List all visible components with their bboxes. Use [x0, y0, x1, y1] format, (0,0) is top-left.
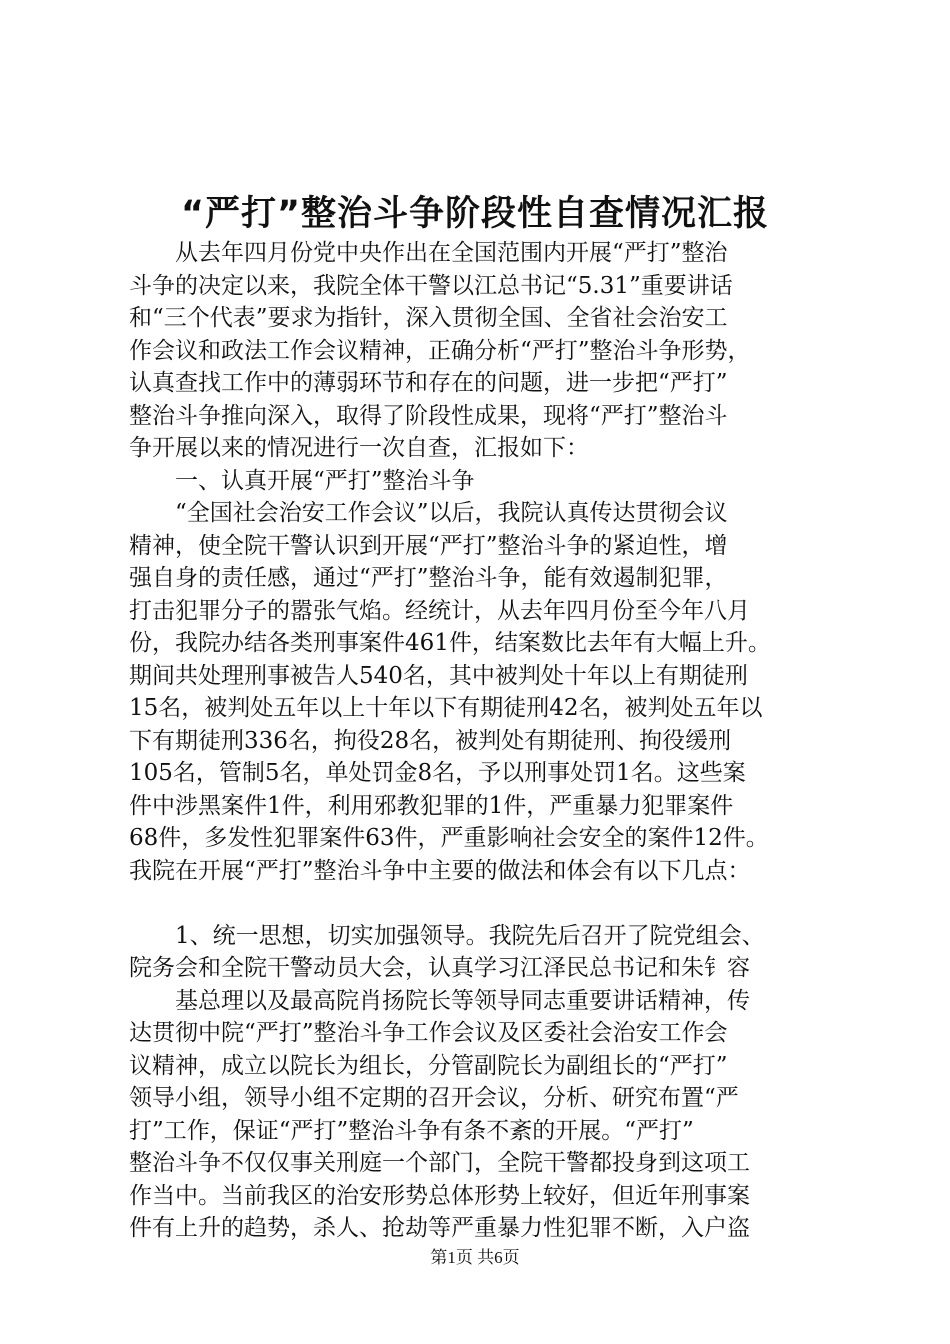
text-line: 议精神，成立以院长为组长，分管副院长为副组长的“严打”: [129, 1052, 728, 1079]
text-line: 作当中。当前我区的治安形势总体形势上较好，但近年刑事案: [129, 1182, 750, 1209]
text-line: 68件，多发性犯罪案件63件，严重影响社会安全的案件12件。: [129, 825, 769, 851]
text-line: 期间共处理刑事被告人540名，其中被判处十年以上有期徒刑: [129, 662, 748, 689]
text-line: 整治斗争推向深入，取得了阶段性成果，现将“严打”整治斗: [129, 402, 728, 429]
text-line: 达贯彻中院“严打”整治斗争工作会议及区委社会治安工作会: [129, 1020, 728, 1046]
text-line: 和“三个代表”要求为指针，深入贯彻全国、全省社会治安工: [129, 305, 728, 331]
text-line: 院务会和全院干警动员大会，认真学习江泽民总书记和朱钅容: [129, 955, 750, 981]
text-line: 1、统一思想，切实加强领导。我院先后召开了院党组会、: [129, 922, 765, 949]
text-line: 份，我院办结各类刑事案件461件，结案数比去年有大幅上升。: [129, 630, 771, 656]
text-line: 斗争的决定以来，我院全体干警以江总书记“5.31”重要讲话: [129, 272, 733, 299]
text-line: 作会议和政法工作会议精神，正确分析“严打”整治斗争形势，: [129, 337, 751, 364]
text-line: 下有期徒刑336名，拘役28名，被判处有期徒刑、拘役缓刑: [129, 727, 732, 754]
text-line: 105名，管制5名，单处罚金8名，予以刑事处罚1名。这些案: [129, 760, 746, 786]
document-body: [129, 237, 839, 1245]
text-line: 打击犯罪分子的嚣张气焰。经统计，从去年四月份至今年八月: [129, 597, 750, 624]
text-line: 精神，使全院干警认识到开展“严打”整治斗争的紧迫性，增: [129, 532, 728, 559]
page-footer: 第1页 共6页: [430, 1248, 520, 1267]
text-line: “全国社会治安工作会议”以后，我院认真传达贯彻会议: [129, 500, 728, 526]
text-line: 件有上升的趋势，杀人、抢劫等严重暴力性犯罪不断，入户盗: [129, 1215, 750, 1241]
text-line: 从去年四月份党中央作出在全国范围内开展“严打”整治: [129, 240, 728, 266]
text-line: 15名，被判处五年以上十年以下有期徒刑42名，被判处五年以: [129, 695, 763, 721]
text-line: 认真查找工作中的薄弱环节和存在的问题，进一步把“严打”: [129, 370, 728, 396]
text-line: 我院在开展“严打”整治斗争中主要的做法和体会有以下几点：: [129, 857, 751, 884]
text-line: 争开展以来的情况进行一次自查，汇报如下：: [129, 435, 589, 461]
text-line: 件中涉黑案件1件，利用邪教犯罪的1件，严重暴力犯罪案件: [129, 792, 734, 819]
text-line: 打”工作，保证“严打”整治斗争有条不紊的开展。“严打”: [129, 1117, 694, 1144]
text-line: 一、认真开展“严打”整治斗争: [129, 467, 475, 494]
text-line: 领导小组，领导小组不定期的召开会议，分析、研究布置“严: [129, 1085, 739, 1111]
paragraph-gap: [129, 887, 839, 920]
text-line: 强自身的责任感，通过“严打”整治斗争，能有效遏制犯罪，: [129, 565, 728, 591]
document-title: “严打”整治斗争阶段性自查情况汇报: [180, 194, 769, 234]
text-line: 基总理以及最高院肖扬院长等领导同志重要讲话精神，传: [129, 987, 750, 1014]
text-line: 整治斗争不仅仅事关刑庭一个部门，全院干警都投身到这项工: [129, 1150, 750, 1176]
